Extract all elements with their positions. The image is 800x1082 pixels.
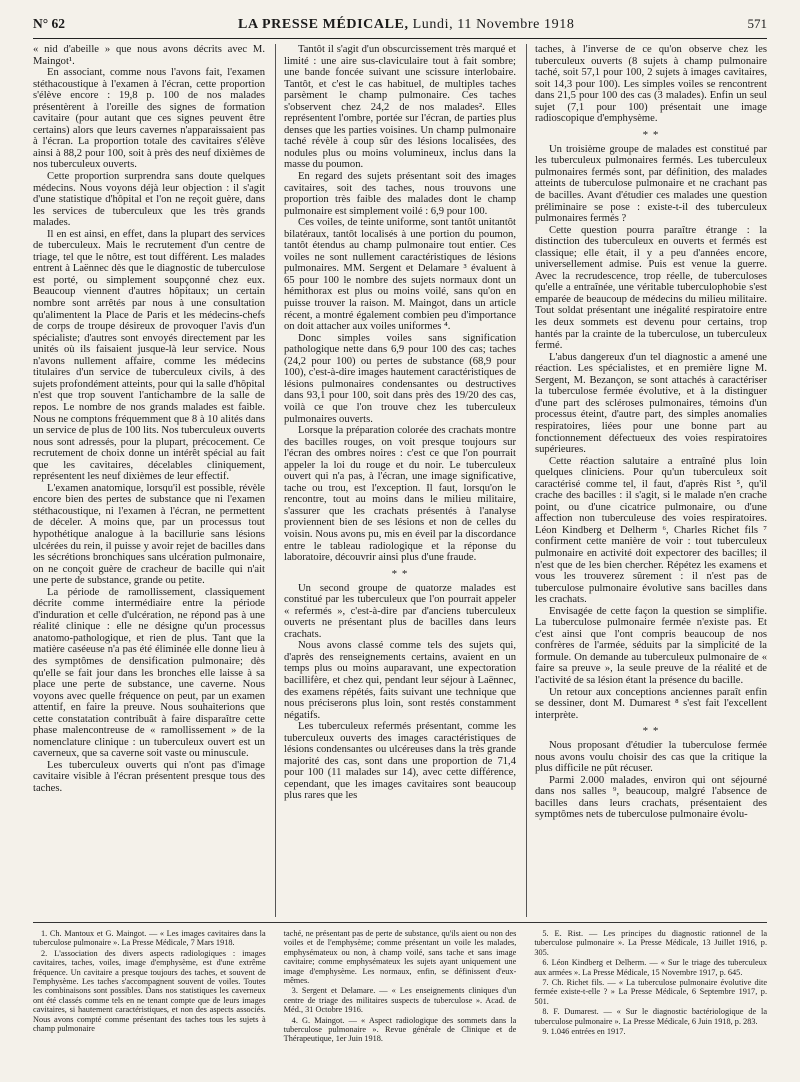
paragraph: Lorsque la préparation colorée des crachats montre des bacilles rouges, on voit presque toujours sur l'écran des ombres noires : c'est ce que l'on pourrait appeler la loi du rouge et du noir. Le tuberculeux ouvert qui n'a pas, à l'écran, une image significative, tache ou trou, est l'exception. Il faut, lorsqu'on le rencontre, tout au moins dans le milieu militaire, s'assurer que les crachats présentés à l'analyse proviennent bien de ses lésions et non de celles du voisin. Nous avons pu, mis en éveil par la discordance entre le tableau radiologique et la réponse du laboratoire, découvrir ainsi plus d'une fraude. bbox=[284, 425, 516, 564]
text-column-3 bbox=[526, 44, 767, 917]
footnote: 9. 1.046 entrées en 1917. bbox=[542, 1027, 626, 1037]
paragraph: Un second groupe de quatorze malades est constitué par les tuberculeux que l'on pourrait appeler « refermés », c'est-à-dire par d'anciens tuberculeux ouverts ne présentant plus de bacilles dans leurs crachats. bbox=[284, 582, 516, 640]
footnotes bbox=[33, 922, 767, 1072]
paragraph: En associant, comme nous l'avons fait, l'examen stéthacoustique à l'examen à l'écran, cette proportion s'élève encore : 19,8 p. 100 de nos malades présentèrent à l'oreille des signes de formation cavitaire (pour autant que ces signes peuvent être certains) alors que leurs cavernes n'apparaissaient pas à l'écran. La proportion totale des cavitaires s'élève ainsi à 88,2 pour 100, soit à près des neuf dixièmes de nos tuberculeux ouverts. bbox=[33, 67, 265, 171]
paragraph: Les tuberculeux ouverts qui n'ont pas d'image cavitaire visible à l'écran présentent presque tous des taches. bbox=[33, 759, 265, 794]
text-column-2 bbox=[275, 44, 516, 917]
footnote-column-1 bbox=[33, 929, 266, 1072]
article-body bbox=[33, 44, 767, 917]
page-number: 571 bbox=[747, 16, 767, 31]
paragraph: La période de ramollissement, classiquement décrite comme intermédiaire entre la période d'induration et celle d'ulcération, ne répond pas à une réalité clinique : elle ne désigne qu'un processus anatomo-pathologique, et rien de plus. Tant que la matière caséeuse n'a pas été éliminée elle donne lieu à des symptômes de densification pulmonaire; dès qu'elle se fait jour dans les bronches elle laisse à sa place une perte de substance, une caverne. Nous voyons avec quelle fréquence on peut, par un examen attentif, en faire la preuve. Nous souhaiterions que cette constatation contribuât à faire disparaître cette phase malencontreuse de « ramollissement » de la nomenclature clinique : un tuberculeux ouvert est un caverneux, que sa caverne soit vaste ou minuscule. bbox=[33, 586, 265, 760]
footnote-column-3 bbox=[526, 929, 767, 1072]
paragraph: Nous proposant d'étudier la tuberculose fermée nous avons voulu choisir des cas que la critique la plus difficile ne pût récuser. bbox=[535, 740, 767, 775]
footnote: 7. Ch. Richet fils. — « La tuberculose pulmonaire évolutive dite fermée existe-t-elle ? » La Presse Médicale, 6 Septembre 1917, p. 501. bbox=[534, 978, 768, 1006]
paragraph: Nous avons classé comme tels des sujets qui, d'après des renseignements certains, avaient en un temps plus ou moins auparavant, une expectoration bacillifère, et chez qui, pendant leur séjour à Laënnec, des examens répétés, faits suivant une technique que nous préciserons plus loin, sont restés constamment négatifs. bbox=[284, 640, 516, 721]
footnote: 4. G. Maingot. — « Aspect radiologique des sommets dans la tuberculose pulmonaire ». Revue générale de Clinique et de Thérapeutique, 1er Juin 1918. bbox=[283, 1015, 517, 1044]
paragraph: Donc simples voiles sans signification pathologique nette dans 6,9 pour 100 des cas; taches (24,2 pour 100) ou pertes de substance (68,9 pour 100), c'est-à-dire images hautement caractéristiques de lésions pulmonaires condensantes ou destructives dans 93,1 pour 100, soit dans près des 19/20 des cas, voilà ce que l'on trouve chez les tuberculeux pulmonaires ouverts. bbox=[284, 332, 516, 425]
footnote: 3. Sergent et Delamare. — « Les enseignements cliniques d'un centre de triage des militaires suspects de tuberculose ». Acad. de Méd., 31 Octobre 1916. bbox=[283, 986, 517, 1015]
section-separator: * * bbox=[391, 567, 409, 580]
text-column-1 bbox=[33, 44, 265, 917]
paragraph: Tantôt il s'agit d'un obscurcissement très marqué et limité : une aire sus-claviculaire tout à fait sombre; une bande foncée suivant une scissure interlobaire. Tantôt, et c'est le cas habituel, de multiples taches parsèment le champ pulmonaire. Ces taches s'observent chez 24,2 de nos malades². Elles représentent l'ombre, portée sur l'écran, de parties plus denses que les parties voisines. Un champ pulmonaire taché révèle à coup sûr des lésions localisées, des nodules plus ou moins volumineux, inclus dans la masse du poumon. bbox=[284, 44, 516, 171]
paragraph: Ces voiles, de teinte uniforme, sont tantôt unitantôt bilatéraux, tantôt localisés à une portion du poumon, tantôt étendus au champ pulmonaire tout entier. Ces voiles ne sont nullement caractéristiques de lésions pulmonaires. MM. Sergent et Delamare ³ évaluent à 65 pour 100 le nombre des sujets normaux dont un hémithorax est plus ou moins voilé, sans qu'on en puisse trouver la raison. M. Maingot, dans un article récent, a montré également combien peu d'importance on doit attacher aux voiles uniformes ⁴. bbox=[284, 217, 516, 333]
paragraph: Il en est ainsi, en effet, dans la plupart des services de tuberculeux. Mais le recrutement d'un centre de triage, tel que le nôtre, est tout différent. Les malades entrent à Laënnec dès que le diagnostic de tuberculose est porté, ou simplement soupçonné chez eux. Beaucoup viennent d'autres hôpitaux; un certain nombre sont arrêtés par nous à une consultation qu'alimentent la Place de Paris et les médecins-chefs de corps de troupe désireux de provoquer l'avis d'un spécialiste; d'autres sont envoyés directement par les unités où ils faisaient jusque-là leur service. Nous n'avons nullement affaire, comme les médecins titulaires d'un service de tuberculeux civils, à des sujets profondément atteints, pour qui la salle d'hôpital n'est que trop souvent l'antichambre de la salle de repos. Le nombre de nos grands malades est faible. Nous ne comptons fréquemment que 8 à 10 alités dans un service de plus de 100 lits. Nos tuberculeux ouverts nous sont adressés, pour la plupart, précocement. Ce recrutement de choix donne un intérêt spécial au fait que les cavitaires, décelables cliniquement, représentent les neuf dixièmes de leur effectif. bbox=[33, 228, 265, 483]
footnote: taché, ne présentant pas de perte de substance, qu'ils aient ou non des voiles et de l'emphysème; comme présentant un voile les malades, emphysémateux ou non, à champ voilé, sans tache et sans image cavitaire; comme emphysémateux les sujets ayant uniquement une image d'emphysème. Les normaux, enfin, se définissent d'eux-mêmes. bbox=[283, 929, 517, 986]
paragraph: Parmi 2.000 malades, environ qui ont séjourné dans nos salles ⁹, beaucoup, malgré l'absence de bacilles dans leurs crachats, présentaient des symptômes nets de tuberculose pulmonaire évolu- bbox=[535, 774, 767, 821]
footnote: 6. Léon Kindberg et Delherm. — « Sur le triage des tuberculeux aux armées ». La Presse Médicale, 15 Novembre 1917, p. 645. bbox=[534, 958, 768, 977]
paragraph: « nid d'abeille » que nous avons décrits avec M. Maingot¹. bbox=[33, 44, 265, 67]
footnote: 5. E. Rist. — Les principes du diagnostic rationnel de la tuberculose pulmonaire ». La Presse Médicale, 13 Juillet 1916, p. 305. bbox=[534, 929, 768, 957]
journal-title bbox=[238, 17, 574, 33]
paragraph: Un retour aux conceptions anciennes paraît enfin se dessiner, dont M. Dumarest ⁸ s'est fait l'excellent interprète. bbox=[535, 686, 767, 721]
issue-date: Lundi, 11 Novembre 1918 bbox=[408, 17, 575, 32]
footnote-column-2 bbox=[276, 929, 517, 1072]
paragraph: Les tuberculeux refermés présentant, comme les tuberculeux ouverts des images caractéristiques de lésions condensantes ou ulcéreuses dans la très grande majorité des cas, sont dans une proportion de 71,4 pour 100 (11 malades sur 14), avec cette différence, cependant, que les images cavitaires sont beaucoup plus rares que les bbox=[284, 721, 516, 802]
footnote: 1. Ch. Mantoux et G. Maingot. — « Les images cavitaires dans la tuberculose pulmonaire ». La Presse Médicale, 7 Mars 1918. bbox=[33, 929, 266, 948]
paragraph: taches, à l'inverse de ce qu'on observe chez les tuberculeux ouverts (8 sujets à champ pulmonaire taché, soit 57,1 pour 100, 2 sujets à images cavitaires, soit 14,3 pour 100). Les simples voiles se rencontrent dans 21,5 pour 100 des cas (3 malades). Enfin un seul sujet (7,1 pour 100) présentait une image radioscopique d'emphysème. bbox=[535, 44, 767, 125]
paragraph: Cette réaction salutaire a entraîné plus loin quelques cliniciens. Pour qu'un tuberculeux soit caractérisé comme tel, il faut, d'après Rist ⁵, qu'il crache des bacilles : il s'agit, si le malade n'en crache point, ou d'une cicatrice pulmonaire, ou d'une affection non tuberculeuse des voies respiratoires. Léon Kindberg et Delherm ⁶, Charles Richet fils ⁷ confirment cette manière de voir : tout tuberculeux pulmonaire en activité doit expectorer des bacilles; il n'est que de les bien chercher. Répétez les examens et vous les trouverez sûrement : il n'est pas de tuberculose pulmonaire évolutive sans bacilles dans les crachats. bbox=[535, 455, 767, 606]
issue-number: N° 62 bbox=[33, 16, 66, 31]
section-separator: * * bbox=[642, 128, 660, 141]
paragraph: En regard des sujets présentant soit des images cavitaires, soit des taches, nous trouvons une proportion très faible des malades dont le champ pulmonaire est simplement voilé : 6,9 pour 100. bbox=[284, 171, 516, 217]
paragraph: Un troisième groupe de malades est constitué par les tuberculeux pulmonaires fermés. Les tuberculeux pulmonaires fermés sont, par définition, des malades atteints de tuberculose pulmonaire et ne crachant pas de bacilles. Avant d'étudier ces malades une question préliminaire se pose : existe-t-il des tuberculeux pulmonaires fermés ? bbox=[535, 143, 767, 225]
footnote: 2. L'association des divers aspects radiologiques : images cavitaires, taches, voiles, image d'emphysème, est d'une extrême fréquence. Un cavitaire a presque toujours des taches, et souvent de l'emphysème. Les taches s'accompagnent souvent de voiles. Toutes les combinaisons sont possibles. Dans nos statistiques les caverneux ont été classés comme tels en ne tenant compte que de leurs images cavitaires, si hautement caractéristiques, et non des aspects associés. Nous avons compté comme présentant des taches tous les sujets à champ pulmonaire bbox=[33, 948, 266, 1034]
section-separator: * * bbox=[642, 725, 660, 738]
paragraph: Envisagée de cette façon la question se simplifie. La tuberculose pulmonaire fermée n'existe pas. Et c'est ainsi que l'ont compris beaucoup de nos confrères de l'armée, séduits par la simplicité de la formule. On demande au tuberculeux pulmonaire de « faire sa preuve », la seule preuve de la réalité et de l'activité de sa lésion étant la présence du bacille. bbox=[535, 605, 767, 686]
paragraph: L'abus dangereux d'un tel diagnostic a amené une réaction. Les spécialistes, et en première ligne M. Sergent, M. Bezançon, se sont attachés à caractériser la tuberculose fermée évolutive, et à la distinguer d'une part des scléroses pulmonaires, témoins d'un processus éteint, d'autre part, des simples anomalies respiratoires, liées pour une bonne part au fonctionnement défectueux des voies respiratoires supérieures. bbox=[535, 351, 767, 456]
paragraph: Cette question pourra paraître étrange : la distinction des tuberculeux en ouverts et fermés est classique; elle était, il y a peu d'années encore, universellement admise. Puis est venue la guerre. Avec la recrudescence, trop réelle, de tuberculoses qu'elle a entraînée, une véritable tuberculophobie s'est emparée de beaucoup de médecins du milieu militaire. Tout soldat présentant une inégalité respiratoire entre les deux sommets est devenu pour certains, trop hantés par la crainte de la tuberculose, un tuberculeux fermé. bbox=[535, 224, 767, 352]
paragraph: L'examen anatomique, lorsqu'il est possible, révèle encore bien des pertes de substance que ni l'examen stéthacoustique, ni l'examen à l'écran, ne permettent de déceler. A moins que, par un processus tout hypothétique analogue à la bacillurie sans lésions ulcérées du rein, il puisse y avoir rejet de bacilles dans les sécrétions bronchiques sans ulcération pulmonaire, on ne conçoit guère de cracheur de bacille qui n'ait une perte de substance, grande ou petite. bbox=[33, 482, 265, 587]
footnote: 8. F. Dumarest. — « Sur le diagnostic bactériologique de la tuberculose pulmonaire ». La Presse Médicale, 6 Juin 1918, p. 283. bbox=[534, 1007, 768, 1026]
journal-name: LA PRESSE MÉDICALE, bbox=[238, 17, 409, 32]
page-header bbox=[33, 16, 767, 39]
paragraph: Cette proportion surprendra sans doute quelques médecins. Nous voyons déjà leur objection : il s'agit d'une statistique d'hôpital et l'on ne reçoit guère, dans les services de tuberculeux que les très grands malades. bbox=[33, 171, 265, 229]
